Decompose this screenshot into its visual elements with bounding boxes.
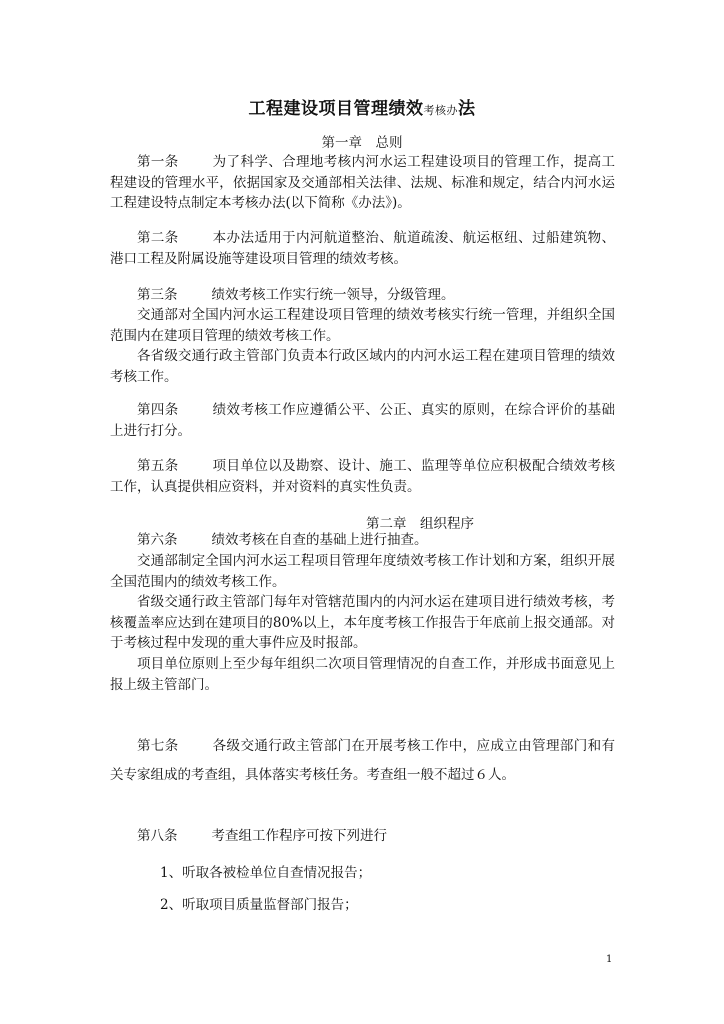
article-4-text: 绩效考核工作应遵循公平、公正、真实的原则，在综合评价的基础上进行打分。 bbox=[110, 402, 616, 439]
article-3-label: 第三条 bbox=[137, 287, 178, 303]
list-item: 1、听取各被检单位自查情况报告； bbox=[160, 865, 372, 881]
list-item: 2、听取项目质量监督部门报告； bbox=[160, 897, 358, 913]
article-7 bbox=[110, 732, 615, 790]
title-main: 工程建设项目管理绩效 bbox=[248, 99, 424, 119]
article-6 bbox=[110, 530, 615, 551]
article-7-label: 第七条 bbox=[137, 738, 179, 754]
article-4-label: 第四条 bbox=[137, 402, 179, 418]
article-5 bbox=[110, 456, 615, 497]
article-6-paragraph-1: 交通部制定全国内河水运工程项目管理年度绩效考核工作计划和方案，组织开展全国范围内的绩效考核工作。 bbox=[110, 553, 615, 590]
page-number: 1 bbox=[606, 954, 613, 965]
article-3-paragraph-2: 各省级交通行政主管部门负责本行政区域内的内河水运工程在建项目管理的绩效考核工作。 bbox=[110, 348, 615, 385]
article-3-text: 绩效考核工作实行统一领导，分级管理。 bbox=[211, 287, 455, 303]
article-8-label: 第八条 bbox=[137, 828, 178, 844]
article-3-paragraph-1: 交通部对全国内河水运工程建设项目管理的绩效考核实行统一管理，并组织全国范围内在建项目管理的绩效考核工作。 bbox=[110, 307, 615, 344]
article-2-label: 第二条 bbox=[137, 230, 179, 246]
chapter-1-heading: 第一章 总则 bbox=[321, 135, 403, 151]
article-6-label: 第六条 bbox=[137, 532, 178, 548]
article-6-text: 绩效考核在自查的基础上进行抽查。 bbox=[211, 532, 428, 548]
article-4 bbox=[110, 400, 615, 441]
article-1-label: 第一条 bbox=[137, 154, 179, 170]
title-small: 考核办 bbox=[423, 104, 458, 117]
article-2-text: 本办法适用于内河航道整治、航道疏浚、航运枢纽、过船建筑物、港口工程及附属设施等建设项目管理的绩效考核。 bbox=[110, 230, 616, 267]
article-7-text: 各级交通行政主管部门在开展考核工作中，应成立由管理部门和有关专家组成的考查组，具体落实考核任务。考查组一般不超过６人。 bbox=[110, 738, 616, 783]
article-6-paragraph-3: 项目单位原则上至少每年组织二次项目管理情况的自查工作，并形成书面意见上报上级主管部门。 bbox=[110, 656, 615, 693]
article-8 bbox=[110, 826, 615, 847]
chapter-2-heading: 第二章 组织程序 bbox=[366, 516, 474, 532]
article-5-text: 项目单位以及勘察、设计、施工、监理等单位应积极配合绩效考核工作，认真提供相应资料，并对资料的真实性负责。 bbox=[110, 458, 616, 495]
article-5-label: 第五条 bbox=[137, 458, 179, 474]
article-1-text: 为了科学、合理地考核内河水运工程建设项目的管理工作，提高工程建设的管理水平，依据国家及交通部相关法律、法规、标准和规定，结合内河水运工程建设特点制定本考核办法(以下简称《办法》)。 bbox=[110, 154, 616, 211]
document-title bbox=[0, 94, 724, 119]
title-end: 法 bbox=[458, 99, 476, 119]
article-2 bbox=[110, 228, 615, 269]
article-1 bbox=[110, 152, 615, 214]
article-8-text: 考查组工作程序可按下列进行 bbox=[211, 828, 387, 844]
article-3 bbox=[110, 285, 615, 306]
article-6-paragraph-2: 省级交通行政主管部门每年对管辖范围内的内河水运在建项目进行绩效考核，考核覆盖率应达到在建项目的80%以上，本年度考核工作报告于年底前上报交通部。对于考核过程中发现的重大事件应及时报部。 bbox=[110, 594, 615, 651]
